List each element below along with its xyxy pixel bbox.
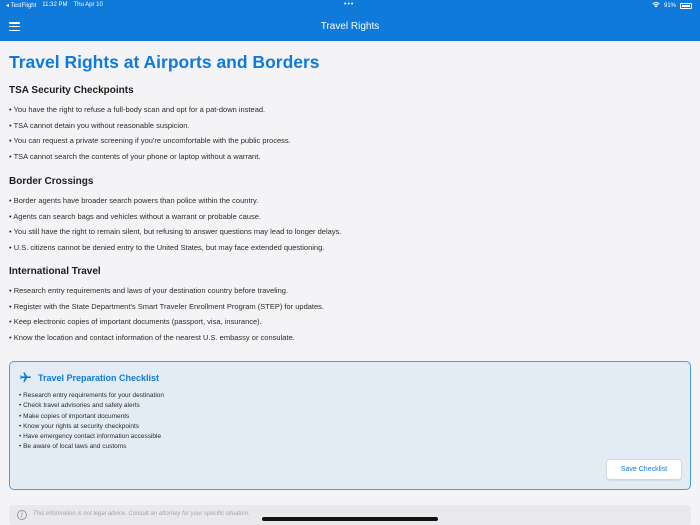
status-bar <box>0 0 700 12</box>
section-heading: Border Crossings <box>9 176 94 187</box>
checklist-item: • Make copies of important documents <box>19 412 164 422</box>
battery-percent: 91% <box>663 3 676 9</box>
status-left <box>6 2 103 9</box>
info-icon: i <box>17 510 27 520</box>
multitasking-dots-icon[interactable]: ••• <box>344 1 355 8</box>
list-item: • Border agents have broader search powers than police within the country. <box>9 193 341 209</box>
page-title: Travel Rights at Airports and Borders <box>9 52 320 72</box>
battery-icon <box>680 3 692 9</box>
status-time: 11:32 PM <box>42 2 68 8</box>
status-date: Thu Apr 10 <box>73 2 103 8</box>
list-item: • Agents can search bags and vehicles without a warrant or probable cause. <box>9 209 341 225</box>
list-item: • U.S. citizens cannot be denied entry to the United States, but may face extended questioning. <box>9 240 341 256</box>
checklist-item: • Check travel advisories and safety alerts <box>19 401 164 411</box>
checklist-item: • Know your rights at security checkpoints <box>19 422 164 432</box>
travel-checklist-card <box>9 361 691 490</box>
list-item: • Keep electronic copies of important documents (passport, visa, insurance). <box>9 314 324 330</box>
section-heading: TSA Security Checkpoints <box>9 85 134 96</box>
checklist-item: • Be aware of local laws and customs <box>19 442 164 452</box>
back-to-testflight-link[interactable]: ◂ TestFlight <box>6 3 37 9</box>
list-item: • Research entry requirements and laws of your destination country before traveling. <box>9 283 324 299</box>
checklist-list <box>19 391 164 453</box>
checklist-header <box>19 371 159 384</box>
section-list <box>9 102 291 165</box>
checklist-item: • Research entry requirements for your destination <box>19 391 164 401</box>
save-checklist-button[interactable]: Save Checklist <box>606 459 682 480</box>
list-item: • TSA cannot search the contents of your phone or laptop without a warrant. <box>9 149 291 165</box>
list-item: • TSA cannot detain you without reasonable suspicion. <box>9 118 291 134</box>
nav-bar <box>0 12 700 41</box>
home-indicator[interactable] <box>262 517 438 521</box>
checklist-title: Travel Preparation Checklist <box>38 372 160 383</box>
section-heading: International Travel <box>9 266 101 277</box>
wifi-icon <box>652 2 660 10</box>
section-international <box>9 266 324 346</box>
list-item: • You still have the right to remain silent, but refusing to answer questions may lead to longer delays. <box>9 224 341 240</box>
list-item: • You can request a private screening if you're uncomfortable with the public process. <box>9 133 291 149</box>
status-right <box>652 2 692 10</box>
section-tsa <box>9 85 291 165</box>
list-item: • You have the right to refuse a full-body scan and opt for a pat-down instead. <box>9 102 291 118</box>
section-list <box>9 283 324 346</box>
disclaimer-banner <box>9 505 691 525</box>
checklist-item: • Have emergency contact information accessible <box>19 432 164 442</box>
airplane-icon <box>19 371 32 384</box>
list-item: • Know the location and contact information of the nearest U.S. embassy or consulate. <box>9 330 324 346</box>
nav-title: Travel Rights <box>320 21 380 32</box>
section-list <box>9 193 341 256</box>
list-item: • Register with the State Department's Smart Traveler Enrollment Program (STEP) for updates. <box>9 299 324 315</box>
disclaimer-text: This information is not legal advice. Consult an attorney for your specific situation. <box>33 511 250 517</box>
section-border <box>9 176 341 256</box>
